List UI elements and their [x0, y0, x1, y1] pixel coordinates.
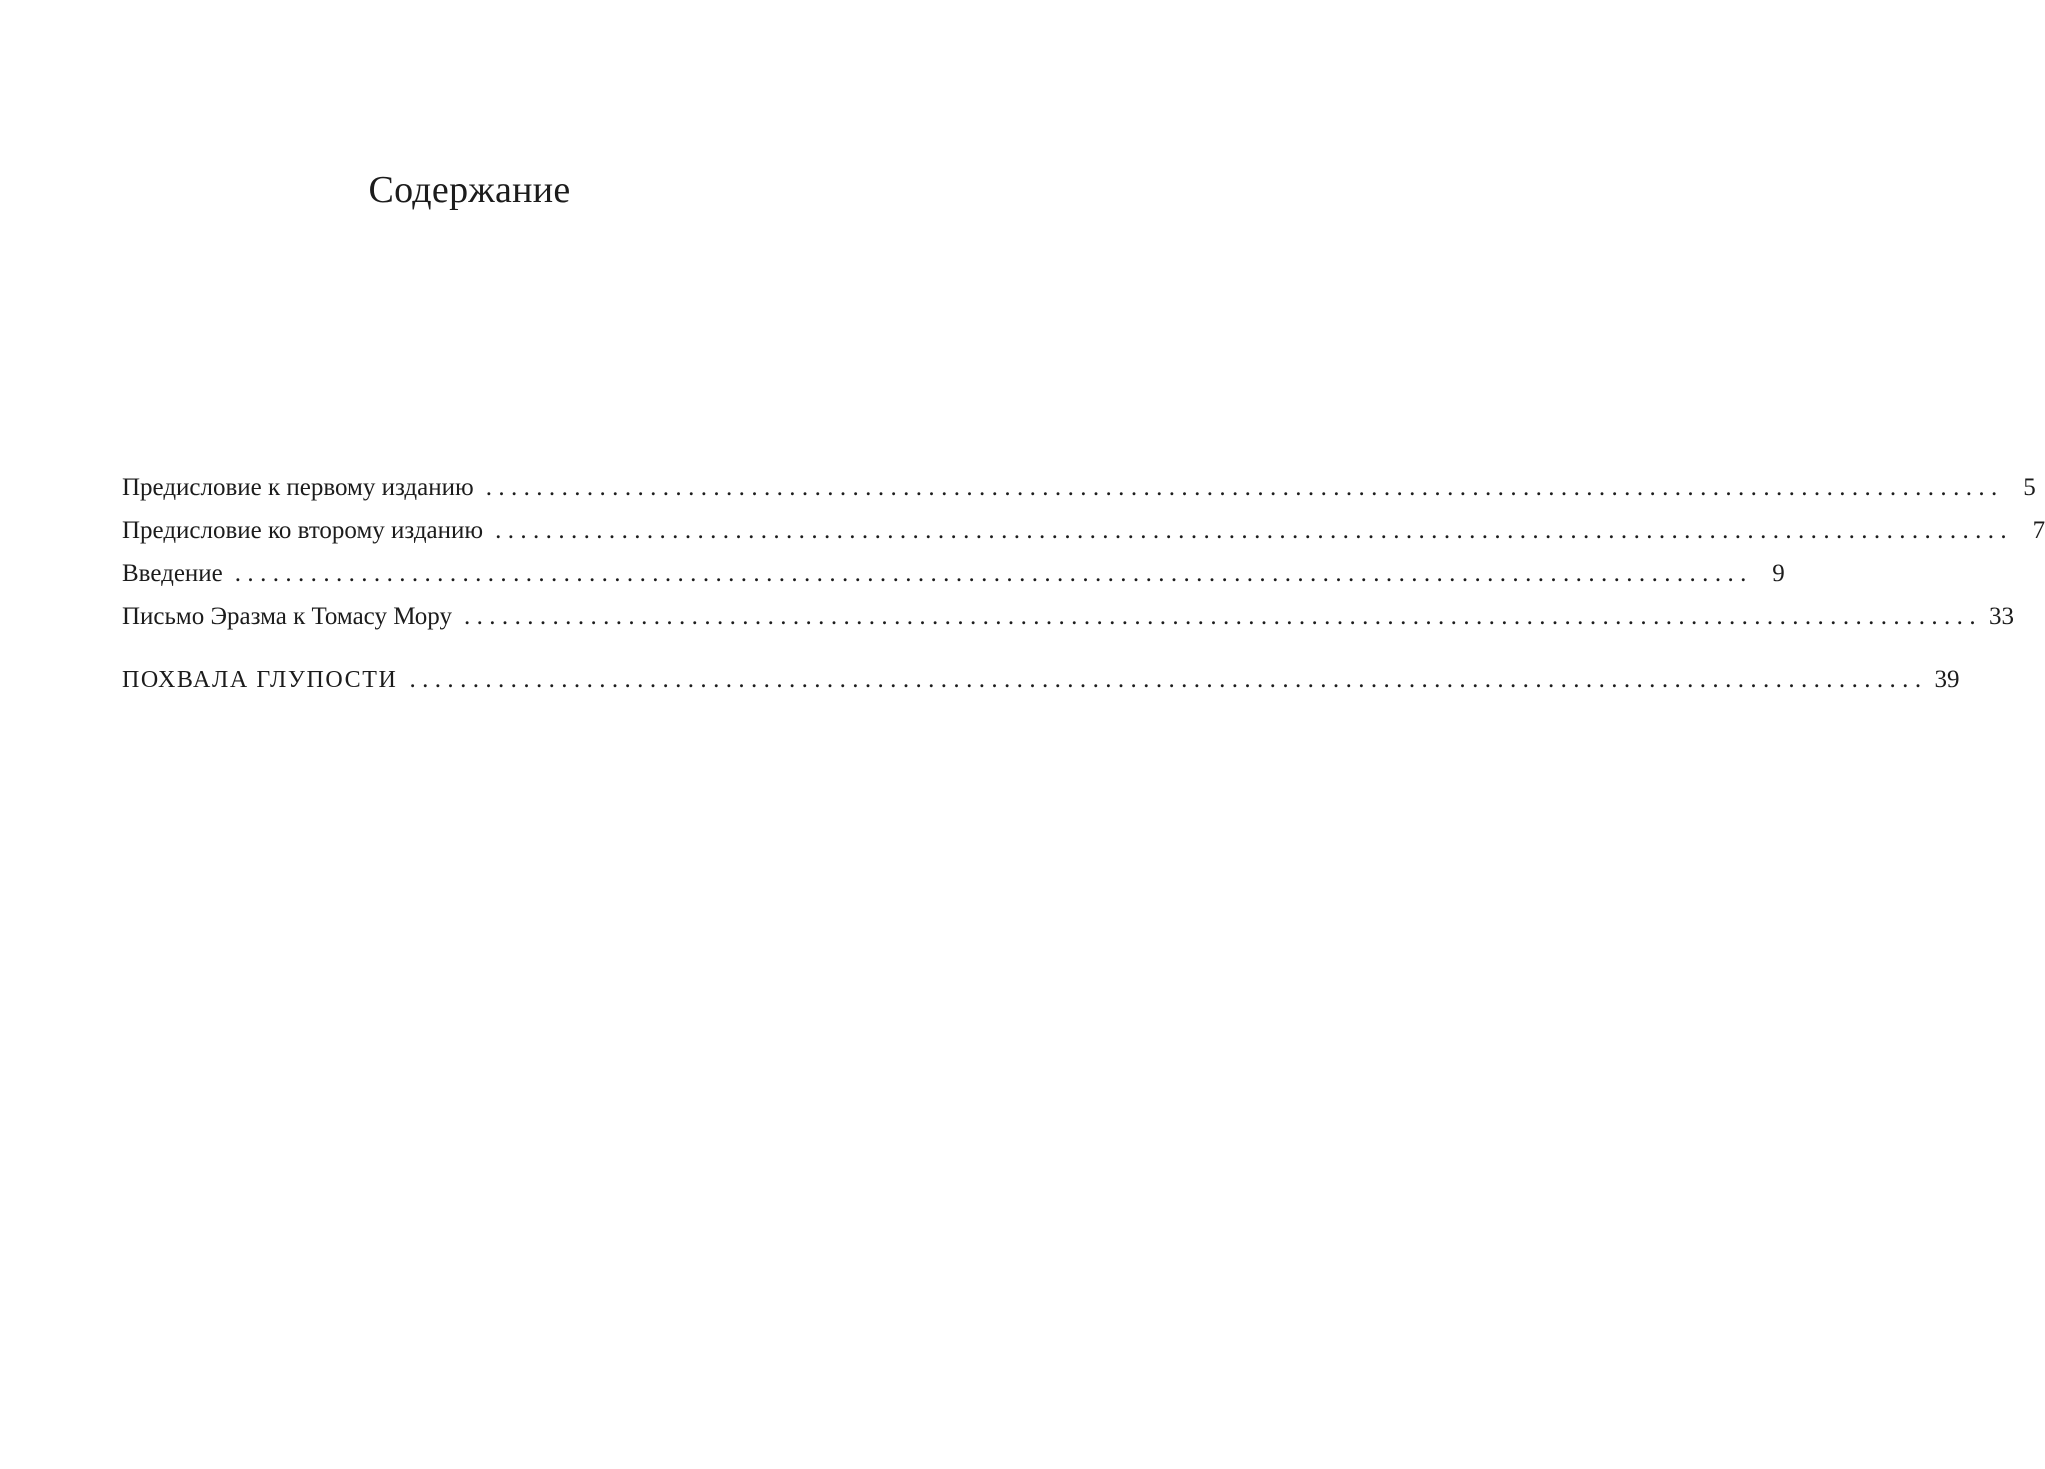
- toc-entry-title: Предисловие к первому изданию: [122, 474, 474, 501]
- toc-entry-page: 7: [2032, 517, 2045, 544]
- toc-entry-page: 9: [1772, 560, 1785, 587]
- toc-entry-title: Письмо Эразма к Томасу Мору: [122, 603, 452, 630]
- toc-entry[interactable]: [122, 557, 1785, 591]
- dot-leader: ........................................................................................................................: [463, 603, 1982, 630]
- toc-entry-page: 39: [1934, 666, 1960, 693]
- toc-entry-main-work[interactable]: [122, 663, 1960, 697]
- dot-leader: ........................................................................................................................: [485, 474, 2004, 501]
- dot-leader: ........................................................................................................................: [495, 517, 2014, 544]
- toc-entry[interactable]: [122, 514, 2045, 548]
- toc-entry[interactable]: [122, 600, 2014, 634]
- toc-entry-title: ПОХВАЛА ГЛУПОСТИ: [122, 667, 398, 693]
- dot-leader: ........................................................................................................................: [409, 666, 1928, 693]
- toc-entry[interactable]: [122, 471, 2036, 505]
- page-title: Содержание: [368, 169, 571, 211]
- toc-entry-page: 5: [2023, 474, 2036, 501]
- toc-entry-page: 33: [1988, 603, 2014, 630]
- toc-entry-title: Введение: [122, 560, 223, 587]
- dot-leader: ........................................................................................................................: [234, 560, 1753, 587]
- toc-entry-title: Предисловие ко второму изданию: [122, 517, 484, 544]
